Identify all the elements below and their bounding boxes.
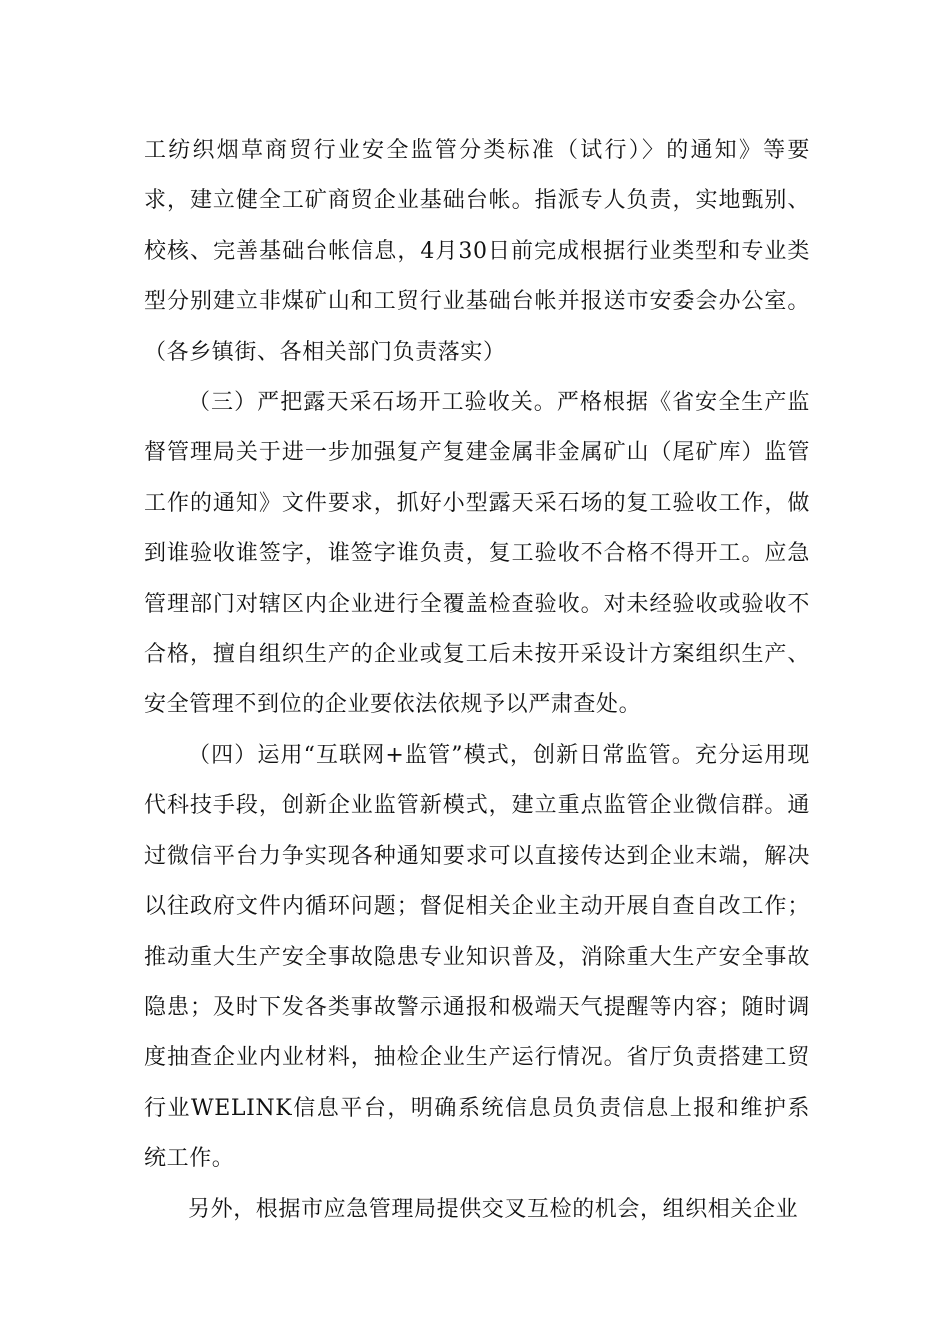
- paragraph-cross-inspection: 另外，根据市应急管理局提供交叉互检的机会，组织相关企业: [188, 1196, 799, 1222]
- document-body: [144, 126, 810, 1235]
- paragraph-internet-supervision: （四）运用“互联网+监管”模式，创新日常监管。充分运用现代科技手段，创新企业监管新模式，建立重点监管企业微信群。通过微信平台力争实现各种通知要求可以直接传达到企业末端，解决以往政府文件内循环问题；督促相关企业主动开展自查自改工作；推动重大生产安全事故隐患专业知识普及，消除重大生产安全事故隐患；及时下发各类事故警示通报和极端天气提醒等内容；随时调度抽查企业内业材料，抽检企业生产运行情况。省厅负责搭建工贸行业WELINK信息平台，明确系统信息员负责信息上报和维护系统工作。: [144, 742, 810, 1172]
- paragraph-quarry-acceptance: （三）严把露天采石场开工验收关。严格根据《省安全生产监督管理局关于进一步加强复产复建金属非金属矿山（尾矿库）监管工作的通知》文件要求，抓好小型露天采石场的复工验收工作，做到谁验收谁签字，谁签字谁负责，复工验收不合格不得开工。应急管理部门对辖区内企业进行全覆盖检查验收。对未经验收或验收不合格，擅自组织生产的企业或复工后未按开采设计方案组织生产、安全管理不到位的企业要依法依规予以严肃查处。: [144, 390, 810, 718]
- paragraph-ledger-continuation: 工纺织烟草商贸行业安全监管分类标准（试行）〉的通知》等要求，建立健全工矿商贸企业基础台帐。指派专人负责，实地甄别、校核、完善基础台帐信息，4月30日前完成根据行业类型和专业类型分别建立非煤矿山和工贸行业基础台帐并报送市安委会办公室。（各乡镇街、各相关部门负责落实）: [144, 138, 810, 365]
